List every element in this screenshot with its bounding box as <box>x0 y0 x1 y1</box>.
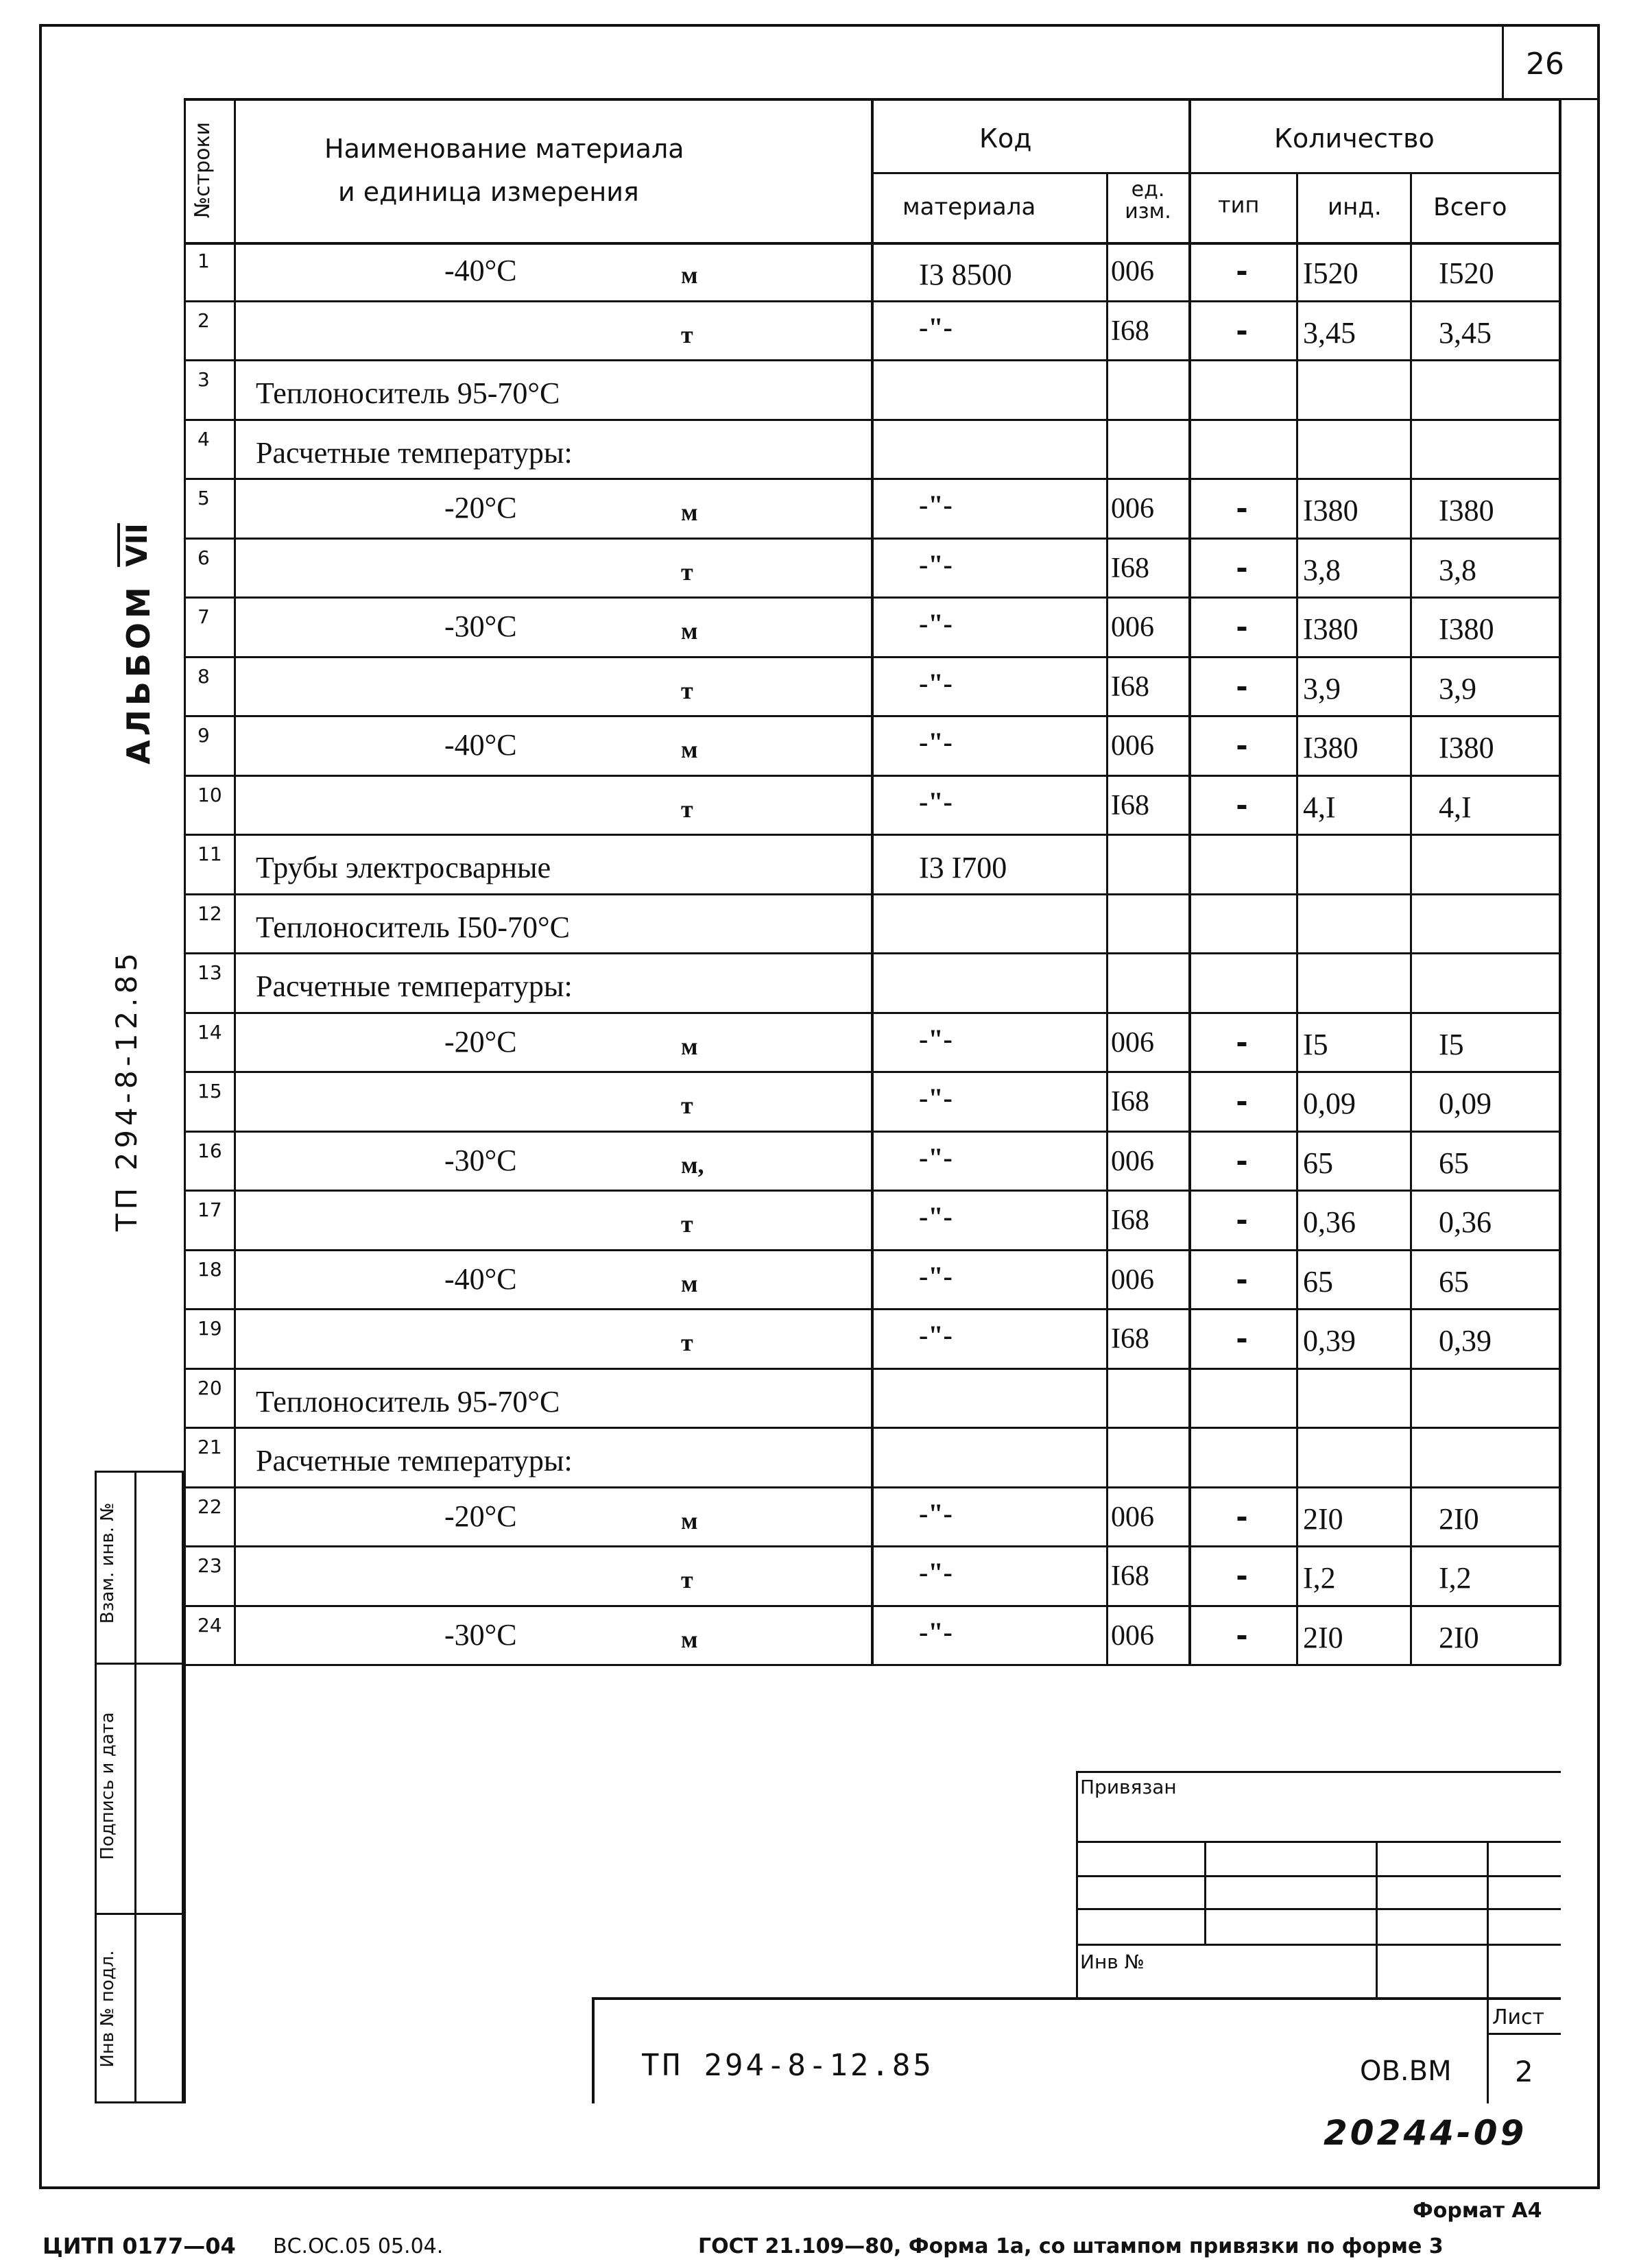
qty-ind: I5 <box>1303 1027 1328 1061</box>
unit-label: м <box>681 1032 698 1060</box>
row-number: 14 <box>197 1020 222 1043</box>
header-row-number-text: №строки <box>191 121 215 219</box>
qty-total: 0,39 <box>1439 1324 1492 1358</box>
qty-type: - <box>1236 669 1248 703</box>
unit-label: м <box>681 617 698 644</box>
material-name: -20°C <box>444 491 517 524</box>
qty-ind: I,2 <box>1303 1561 1336 1595</box>
qty-total: I,2 <box>1439 1561 1472 1595</box>
row-number: 3 <box>197 368 210 391</box>
material-name: -30°C <box>444 1143 517 1177</box>
footer-left: ЦИТП 0177—04 <box>43 2233 236 2259</box>
material-name: -30°C <box>444 610 517 643</box>
material-code: -"- <box>919 311 953 343</box>
header-qty-type: тип <box>1218 192 1260 218</box>
qty-ind: 65 <box>1303 1146 1333 1180</box>
material-code: -"- <box>919 548 953 580</box>
material-name: -40°C <box>444 728 517 762</box>
row-number: 1 <box>197 250 210 272</box>
qty-ind: 65 <box>1303 1264 1333 1299</box>
material-code: -"- <box>919 1023 953 1054</box>
table-row <box>184 420 1561 480</box>
unit-label: м <box>681 1506 698 1534</box>
material-code: -"- <box>919 1497 953 1529</box>
qty-total: 0,36 <box>1439 1205 1492 1239</box>
row-divider <box>184 1664 1561 1666</box>
header-split <box>871 172 1561 174</box>
table-row <box>184 658 1561 717</box>
row-number: 18 <box>197 1257 222 1281</box>
page-number: 26 <box>1526 47 1564 82</box>
tb-sheet: 2 <box>1515 2055 1533 2088</box>
qty-total: I520 <box>1439 256 1494 290</box>
qty-type: - <box>1236 1203 1248 1237</box>
qty-ind: 3,9 <box>1303 671 1341 705</box>
unit-code: 006 <box>1111 730 1154 762</box>
unit-code: 006 <box>1111 612 1154 643</box>
row-number: 9 <box>197 724 210 747</box>
table-row <box>184 361 1561 420</box>
stamp-sign <box>97 1687 132 1885</box>
unit-label: м <box>681 1269 698 1297</box>
stamp-strip-divider <box>134 1471 136 2103</box>
material-code: -"- <box>919 1260 953 1292</box>
unit-label: т <box>681 1210 693 1238</box>
header-qty-group: Количество <box>1274 123 1435 154</box>
qty-ind: I520 <box>1303 256 1358 290</box>
table-row <box>184 479 1561 539</box>
unit-code: 006 <box>1111 256 1154 287</box>
stamp-vzam-text: Взам. инв. № <box>97 1502 118 1624</box>
material-code: -"- <box>919 786 953 817</box>
qty-type: - <box>1236 313 1248 348</box>
table-row <box>184 776 1561 836</box>
qty-total: I5 <box>1439 1027 1464 1061</box>
qty-type: - <box>1236 254 1248 288</box>
material-code: -"- <box>919 490 953 520</box>
header-row-number <box>191 119 225 221</box>
qty-total: I380 <box>1439 612 1494 646</box>
row-number: 4 <box>197 427 210 450</box>
qty-ind: I380 <box>1303 612 1358 646</box>
qty-total: 3,8 <box>1439 553 1476 587</box>
qty-type: - <box>1236 1499 1248 1534</box>
header-qty-ind: инд. <box>1328 193 1382 221</box>
unit-label: м <box>681 736 698 763</box>
table-row <box>184 716 1561 776</box>
album-label-text: АЛЬБОМ <box>120 583 157 764</box>
table-row <box>184 302 1561 361</box>
table-row <box>184 1606 1561 1666</box>
title-block <box>592 1771 1561 2103</box>
tb-list-split <box>1487 2033 1561 2035</box>
unit-code: I68 <box>1111 315 1149 347</box>
qty-total: 0,09 <box>1439 1087 1492 1120</box>
row-number: 23 <box>197 1554 222 1577</box>
unit-label: т <box>681 1566 693 1593</box>
row-number: 16 <box>197 1139 222 1162</box>
qty-type: - <box>1236 1025 1248 1059</box>
unit-code: I68 <box>1111 1086 1149 1118</box>
stamp-vzam <box>97 1481 132 1645</box>
material-name: Трубы электросварные <box>256 851 551 884</box>
unit-code: 006 <box>1111 1619 1154 1652</box>
unit-code: I68 <box>1111 671 1149 703</box>
table-row <box>184 835 1561 895</box>
material-code: -"- <box>919 1083 953 1113</box>
footer-right: ГОСТ 21.109—80, Форма 1а, со штампом привязки по форме 3 <box>698 2234 1444 2258</box>
table-row <box>184 1191 1561 1251</box>
qty-ind: 3,8 <box>1303 553 1341 587</box>
table-row <box>184 1132 1561 1192</box>
stamp-inv-text: Инв № подл. <box>97 1950 118 2068</box>
tb-doc-code: ТП 294-8-12.85 <box>641 2048 934 2083</box>
material-code: -"- <box>919 667 953 699</box>
table-row <box>184 242 1561 302</box>
row-number: 5 <box>197 487 210 509</box>
table-row <box>184 954 1561 1013</box>
unit-label: т <box>681 1329 693 1356</box>
material-name: Расчетные температуры: <box>256 969 573 1003</box>
qty-ind: 2I0 <box>1303 1501 1343 1536</box>
material-code: -"- <box>919 727 953 758</box>
qty-ind: 0,09 <box>1303 1087 1356 1120</box>
unit-code: I68 <box>1111 789 1149 821</box>
table-row <box>184 1428 1561 1488</box>
qty-type: - <box>1236 1144 1248 1178</box>
material-name: Расчетные температуры: <box>256 1444 573 1477</box>
tb-mark: ОВ.ВМ <box>1360 2055 1452 2087</box>
row-number: 15 <box>197 1080 222 1102</box>
row-number: 20 <box>197 1376 222 1399</box>
footer-format: Формат А4 <box>1413 2199 1542 2223</box>
qty-total: 65 <box>1439 1264 1469 1299</box>
qty-ind: I380 <box>1303 494 1358 527</box>
album-number-text: VII <box>120 523 154 567</box>
table-row <box>184 1310 1561 1369</box>
row-number: 21 <box>197 1436 222 1458</box>
material-code: -"- <box>919 1142 953 1173</box>
table-row <box>184 1369 1561 1429</box>
header-name-line2: и единица измерения <box>338 177 639 207</box>
table-row <box>184 1013 1561 1073</box>
material-code: I3 I700 <box>919 851 1007 884</box>
unit-label: м <box>681 1625 698 1653</box>
material-name: -40°C <box>444 1262 517 1296</box>
qty-total: I380 <box>1439 731 1494 764</box>
row-number: 19 <box>197 1317 222 1340</box>
unit-code: 006 <box>1111 1264 1154 1296</box>
tb-v3 <box>1487 1841 1489 2103</box>
footer-mid: ВС.ОС.05 05.04. <box>273 2234 444 2258</box>
table-row <box>184 1072 1561 1132</box>
row-number: 10 <box>197 783 222 806</box>
material-name: -20°C <box>444 1499 517 1533</box>
table-row <box>184 1488 1561 1547</box>
tb-top <box>1076 1771 1561 1773</box>
unit-code: 006 <box>1111 1145 1154 1177</box>
qty-type: - <box>1236 1322 1248 1355</box>
qty-ind: 2I0 <box>1303 1620 1343 1654</box>
qty-total: I380 <box>1439 494 1494 527</box>
table-row <box>184 598 1561 658</box>
material-name: Расчетные температуры: <box>256 435 573 470</box>
qty-type: - <box>1236 788 1248 822</box>
stamp-split-2 <box>95 1913 184 1915</box>
row-number: 17 <box>197 1198 222 1221</box>
material-code: -"- <box>919 1616 953 1648</box>
unit-code: I68 <box>1111 1323 1149 1355</box>
tb-main-left <box>592 1997 595 2103</box>
row-number: 11 <box>197 843 222 865</box>
tb-list-label: Лист <box>1492 2005 1545 2029</box>
unit-label: т <box>681 320 693 348</box>
unit-code: 006 <box>1111 1026 1154 1059</box>
row-number: 24 <box>197 1613 222 1637</box>
unit-label: т <box>681 1091 693 1119</box>
table-row <box>184 1547 1561 1606</box>
row-number: 2 <box>197 309 210 332</box>
qty-total: 3,9 <box>1439 671 1476 705</box>
unit-code: 006 <box>1111 1501 1154 1533</box>
tb-main-top <box>592 1997 1561 2000</box>
qty-ind: 4,I <box>1303 790 1336 824</box>
material-name: Теплоноситель I50-70°C <box>256 910 570 944</box>
row-number: 22 <box>197 1495 222 1518</box>
qty-type: - <box>1236 551 1248 585</box>
qty-type: - <box>1236 610 1248 644</box>
album-label <box>120 583 161 764</box>
material-name: -30°C <box>444 1617 517 1652</box>
table-row <box>184 1251 1561 1310</box>
row-number: 12 <box>197 902 222 925</box>
material-name: Теплоноситель 95-70°C <box>256 376 560 410</box>
materials-table <box>184 98 1561 1665</box>
qty-ind: 3,45 <box>1303 315 1356 350</box>
qty-ind: 0,36 <box>1303 1205 1356 1239</box>
handwritten-number: 20244-09 <box>1324 2113 1527 2153</box>
project-code-side-text: ТП 294-8-12.85 <box>110 948 143 1232</box>
unit-code: I68 <box>1111 1205 1149 1236</box>
row-number: 7 <box>197 605 210 628</box>
material-code: -"- <box>919 1320 953 1351</box>
material-name: -40°C <box>444 254 517 287</box>
unit-code: I68 <box>1111 1560 1149 1592</box>
qty-total: 2I0 <box>1439 1501 1479 1536</box>
unit-label: м <box>681 261 698 289</box>
album-number <box>120 504 161 586</box>
table-row <box>184 539 1561 599</box>
qty-total: 3,45 <box>1439 315 1492 350</box>
header-code-group: Код <box>979 123 1032 154</box>
qty-type: - <box>1236 729 1248 762</box>
qty-ind: 0,39 <box>1303 1324 1356 1358</box>
qty-total: 65 <box>1439 1146 1469 1180</box>
material-code: -"- <box>919 1201 953 1232</box>
page-number-divider <box>1502 24 1504 99</box>
material-name: Теплоноситель 95-70°C <box>256 1384 560 1419</box>
qty-type: - <box>1236 1262 1248 1296</box>
material-code: -"- <box>919 1557 953 1588</box>
header-name-line1: Наименование материала <box>324 134 684 164</box>
stamp-sign-text: Подпись и дата <box>97 1712 118 1860</box>
qty-type: - <box>1236 1618 1248 1652</box>
unit-code: 006 <box>1111 493 1154 524</box>
header-qty-total: Всего <box>1433 193 1507 221</box>
table-row <box>184 895 1561 954</box>
tb-inv-no: Инв № <box>1080 1951 1145 1973</box>
header-code-material: материала <box>902 193 1036 221</box>
stamp-split-1 <box>95 1663 184 1665</box>
qty-total: 2I0 <box>1439 1620 1479 1654</box>
material-name: -20°C <box>444 1024 517 1059</box>
tb-v1 <box>1204 1841 1206 1944</box>
qty-type: - <box>1236 1559 1248 1593</box>
material-code: I3 8500 <box>919 258 1012 291</box>
unit-code: I68 <box>1111 552 1149 584</box>
qty-ind: I380 <box>1303 731 1358 764</box>
unit-label: м, <box>681 1150 704 1179</box>
stamp-inv <box>97 1923 132 2095</box>
unit-label: м <box>681 498 698 526</box>
unit-label: т <box>681 557 693 586</box>
qty-type: - <box>1236 492 1248 525</box>
row-number: 8 <box>197 664 210 688</box>
unit-label: т <box>681 795 693 823</box>
project-code-side <box>110 939 151 1241</box>
tb-privyazan: Привязан <box>1080 1776 1177 1798</box>
material-code: -"- <box>919 608 953 639</box>
qty-total: 4,I <box>1439 790 1472 824</box>
unit-label: т <box>681 676 693 704</box>
tb-left-upper <box>1076 1771 1078 1997</box>
row-number: 6 <box>197 546 210 569</box>
qty-type: - <box>1236 1085 1248 1118</box>
tb-v2 <box>1376 1841 1378 1997</box>
header-code-unit: ед. изм. <box>1125 178 1171 224</box>
row-number: 13 <box>197 961 222 984</box>
